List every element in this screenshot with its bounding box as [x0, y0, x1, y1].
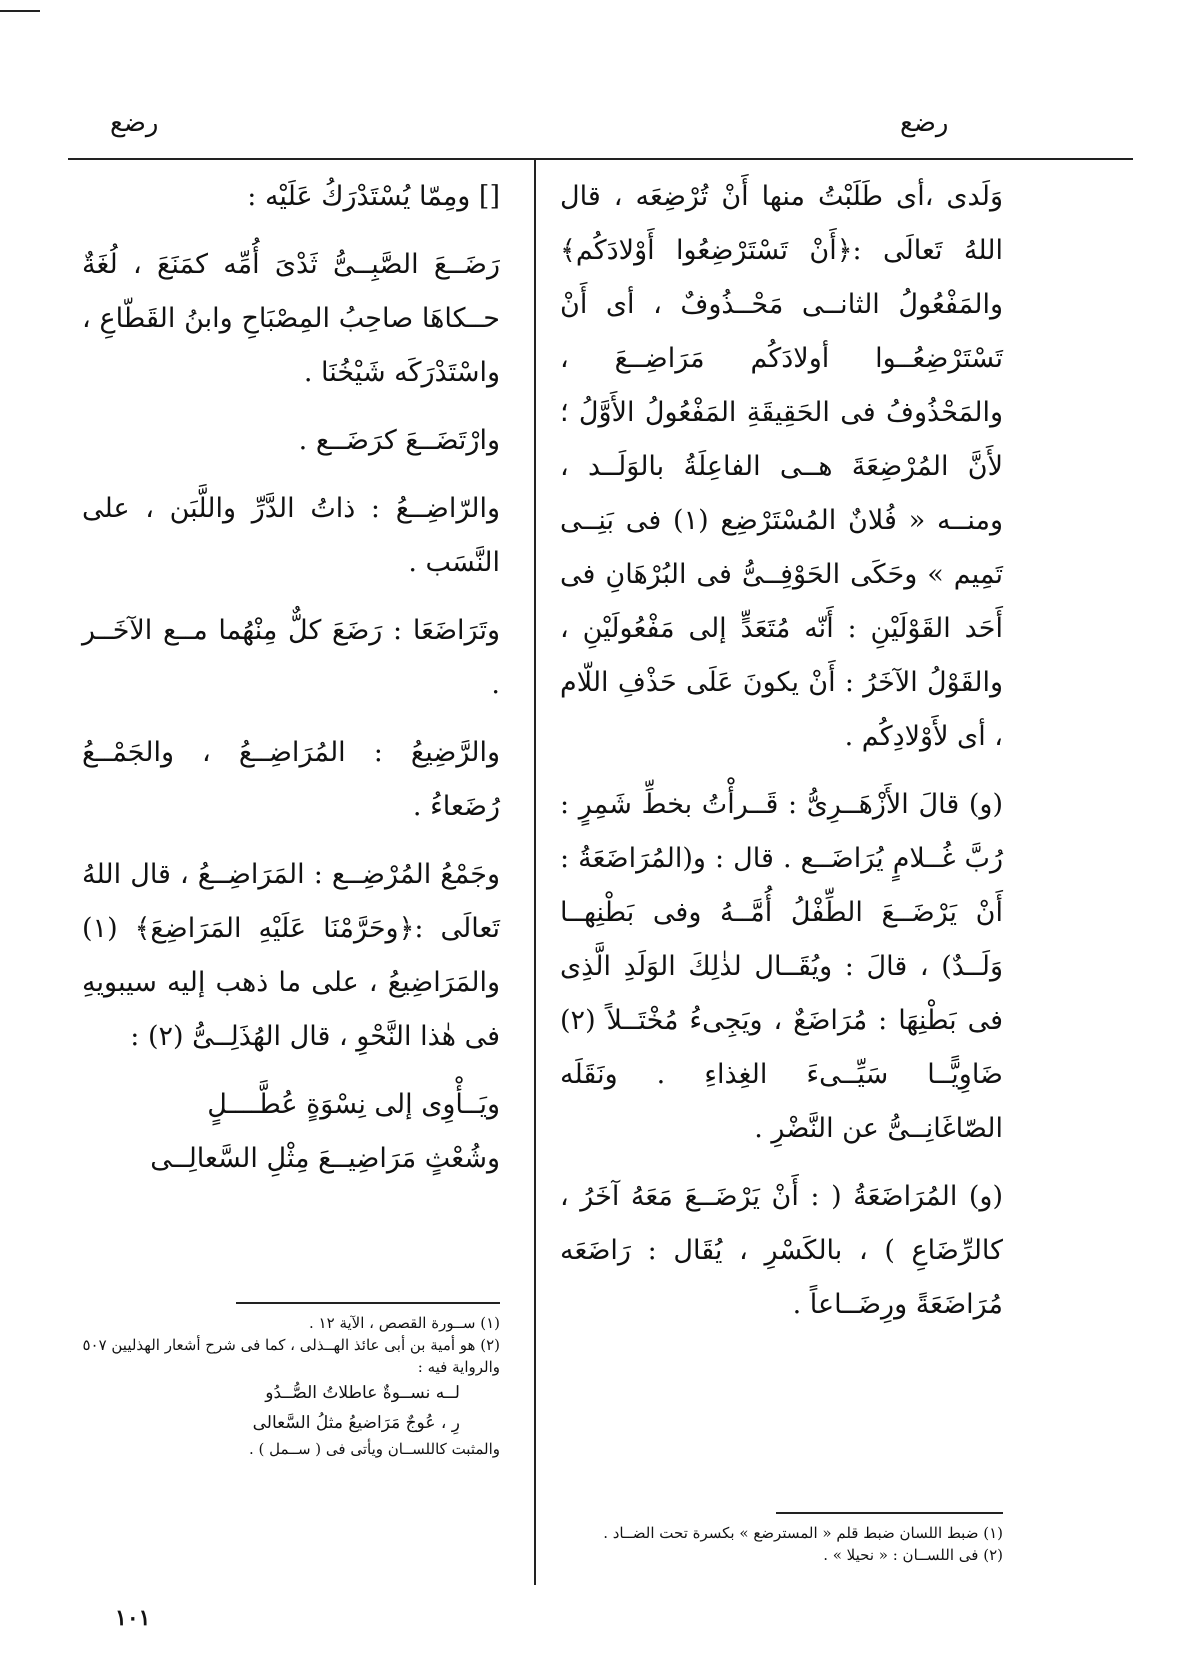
- footnote-right-2: (٢) فى اللســان : « نحيلا » .: [823, 1546, 1003, 1564]
- verse-line-2: وشُعْثٍ مَرَاضِيــعَ مِثْلِ السَّعالِــى: [150, 1143, 500, 1174]
- footnotes-right: [560, 1522, 1003, 1566]
- right-paragraph-1: وَلَدى ،أى طَلَبْتُ منها أَنْ تُرْضِعَه ، قال اللهُ تَعالَى :﴿أَنْ تَسْتَرْضِعُوا أَوْلادَكُم﴾ والمَفْعُولُ الثانــى مَحْــذُوفٌ ، أى أَنْ تَسْتَرْضِعُــوا أولادَكُم مَرَاضِــعَ ، والمَحْذُوفُ فى الحَقِيقَةِ المَفْعُولُ الأَوَّلُ ؛ لأَنَّ المُرْضِعَةَ هــى الفاعِلَةُ بالوَلَــد ، ومنــه « فُلانٌ المُسْتَرْضِع (١) فى بَنِــى تَمِيم » وحَكَى الحَوْفِــىُّ فى البُرْهَانِ فى أَحَد القَوْلَيْنِ : أَنّه مُتَعَدٍّ إلى مَفْعُولَيْنِ ، والقَوْلُ الآخَرُ : أَنْ يكونَ عَلَى حَذْفِ اللّام ، أى لأَوْلادِكُم .: [560, 181, 1003, 752]
- left-paragraph-5: وتَرَاضَعَا : رَضَعَ كلٌّ مِنْهُما مــع الآخَــر .: [82, 615, 500, 700]
- footnote-verse-line-2: رِ ، عُوجٌ مَرَاضيعُ مثلُ السَّعالى: [252, 1413, 460, 1433]
- footnote-rule-right: [776, 1512, 1003, 1514]
- right-paragraph-2: (و) قالَ الأَزْهَــرِىُّ : قَــرأْتُ بخطِّ شَمِرٍ : رُبَّ غُــلامٍ يُرَاضَــع . قال : و(المُرَاضَعَةُ : أَنْ يَرْضَــعَ الطِّفْلُ أُمَّــهُ وفى بَطْنِهــا وَلَــدٌ) ، قالَ : ويُقَــال لذٰلِكَ الوَلَدِ الَّذِى فى بَطْنِهَا : مُرَاضَعٌ ، ويَجِىءُ مُخْتَــلاً (٢) ضَاوِيًّــا سَيِّــىءَ الغِذاءِ . ونَقَلَه الصّاغَانِــىُّ عن النَّضْرِ .: [560, 789, 1003, 1144]
- verse-line-1: ويَــأْوِى إلى نِسْوَةٍ عُطَّــــلٍ: [207, 1089, 500, 1120]
- right-column: [560, 170, 1003, 1346]
- footnote-verse-line-1: لــه نســوةٌ عاطلاتُ الصُّــدُو: [265, 1383, 460, 1403]
- page-number: ١٠١: [115, 1605, 151, 1631]
- footnote-left-closing: والمثبت كاللســان ويأتى فى ( ســمل ) .: [248, 1440, 500, 1458]
- right-paragraph-3: (و) المُرَاضَعَةُ ( : أَنْ يَرْضَــعَ مَعَهُ آخَرُ ، كالرِّضَاعِ ) ، بالكَسْرِ ، يُقَال : رَاضَعَه مُرَاضَعَةً ورِضَــاعاً .: [560, 1181, 1003, 1320]
- left-column: [82, 170, 500, 1186]
- left-paragraph-7: وجَمْعُ المُرْضِــع : المَرَاضِــعُ ، قال اللهُ تَعالَى :﴿وحَرَّمْنَا عَلَيْهِ المَرَاضِعَ﴾ (١) والمَرَاضِيعُ ، على ما ذهب إليه سيبويهِ فى هٰذا النَّحْوِ ، قال الهُذَلِــىُّ (٢) :: [82, 859, 500, 1052]
- footnote-left-1: (١) ســورة القصص ، الآية ١٢ .: [309, 1314, 500, 1332]
- footnote-right-1: (١) ضبط اللسان ضبط قلم « المسترضع » بكسرة تحت الضــاد .: [603, 1524, 1003, 1542]
- poem-verse: [82, 1078, 500, 1186]
- footnote-rule-left: [236, 1302, 500, 1304]
- left-paragraph-4: والرّاضِــعُ : ذاتُ الدَّرِّ واللَّبَن ، على النَّسَب .: [82, 493, 500, 578]
- left-paragraph-6: والرَّضِيعُ : المُرَاضِــعُ ، والجَمْــعُ رُضَعاءُ .: [82, 737, 500, 822]
- left-paragraph-3: وارْتَضَــعَ كرَضَــع .: [298, 425, 500, 456]
- header-word-right: رضع: [900, 108, 949, 138]
- left-paragraph-2: رَضَــعَ الصَّبِــىُّ ثَدْىَ أُمِّه كمَنَعَ ، لُغَةٌ حــكاهَا صاحِبُ المِصْبَاحِ وابنُ القَطّاعِ ، واسْتَدْرَكَه شَيْخُنَا .: [82, 249, 500, 388]
- footnote-left-2: (٢) هو أمية بن أبى عائذ الهــذلى ، كما فى شرح أشعار الهذليين ٥٠٧ والرواية فيه :: [82, 1336, 500, 1376]
- left-paragraph-1: [] ومِمّا يُسْتَدْرَكُ عَلَيْه :: [247, 181, 500, 212]
- header-word-left: رضع: [110, 108, 159, 138]
- top-edge-rule: [0, 10, 40, 12]
- footnotes-left: [82, 1312, 500, 1460]
- header-rule: [68, 158, 1133, 160]
- column-divider: [534, 160, 536, 1585]
